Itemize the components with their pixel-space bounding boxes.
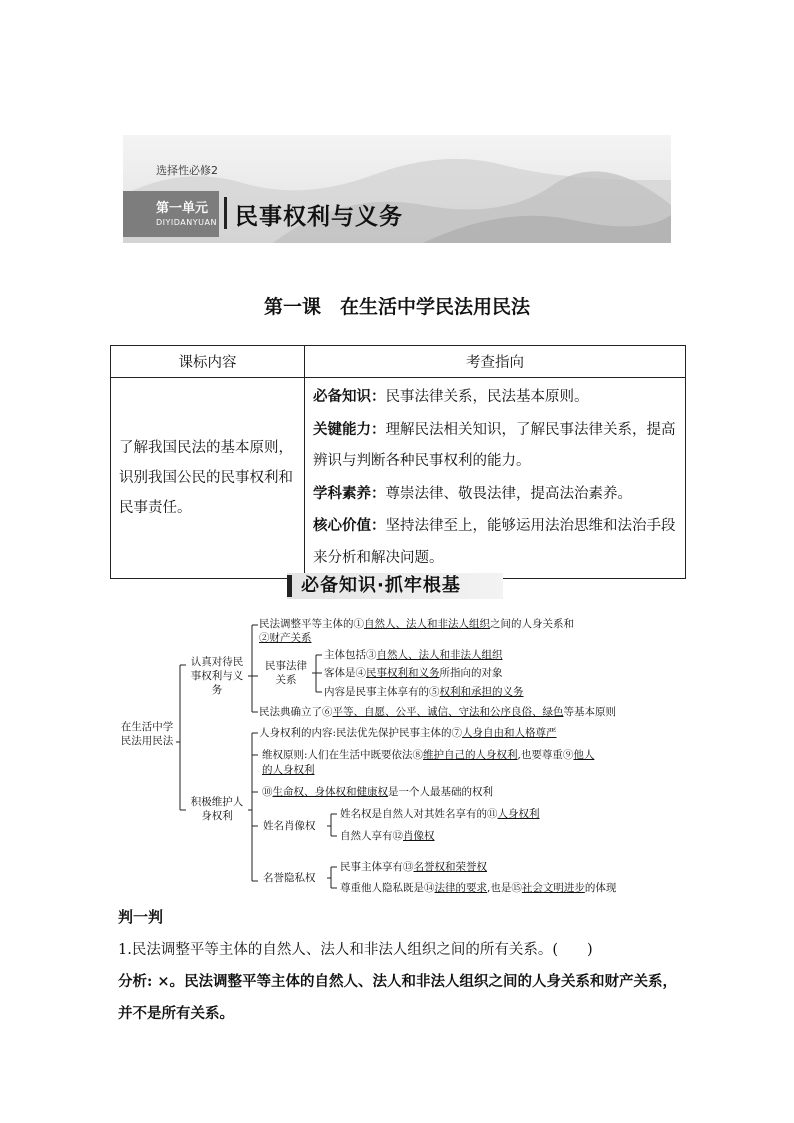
- honor-right: 民事主体享有⑬名誉权和荣誉权: [340, 861, 487, 873]
- rights-protection-principle-2: 的人身权利: [262, 764, 315, 776]
- civil-law-scope-2: ②财产关系: [259, 632, 312, 644]
- branch-personal-rights: 积极维护人身权利: [190, 796, 244, 822]
- relation-object: 客体是④民事权利和义务所指向的对象: [324, 667, 503, 679]
- rights-protection-principle: 维权原则:人们在生活中既要依法⑧维护自己的人身权利,也要尊重⑨他人: [262, 749, 595, 761]
- portrait-right: 自然人享有⑫肖像权: [340, 830, 435, 842]
- life-rights: ⑩生命权、身体权和健康权是一个人最基础的权利: [262, 786, 493, 798]
- civil-law-scope: 民法调整平等主体的①自然人、法人和非法人组织之间的人身关系和: [259, 618, 574, 630]
- direction-item: 核心价值：坚持法律至上，能够运用法治思维和法治手段来分析和解决问题。: [313, 517, 676, 566]
- personal-rights-content: 人身权利的内容:民法优先保护民事主体的⑦人身自由和人格尊严: [259, 727, 557, 739]
- unit-label: 第一单元: [156, 201, 209, 216]
- direction-item: 学科素养：尊崇法律、敬畏法律，提高法治素养。: [313, 484, 632, 502]
- lesson-title: 第一课 在生活中学民法用民法: [263, 296, 530, 318]
- direction-item: 必备知识：民事法律关系，民法基本原则。: [313, 388, 589, 405]
- name-portrait-node: 姓名肖像权: [263, 820, 316, 832]
- direction-item: 关键能力：理解民法相关知识，了解民事法律关系，提高辨识与判断各种民事权利的能力。: [313, 420, 676, 469]
- unit-pinyin: DIYIDANYUAN: [156, 218, 217, 227]
- series-label: 选择性必修2: [156, 164, 218, 177]
- exercise-analysis: 分析: ×。民法调整平等主体的自然人、法人和非法人组织之间的人身关系和财产关系，并不是所有关系。: [118, 973, 678, 1022]
- privacy-right: 尊重他人隐私既是⑭法律的要求,也是⑮社会文明进步的体现: [340, 882, 617, 894]
- table-header-content: 课标内容: [111, 346, 305, 378]
- exercise-heading: 判一判: [118, 908, 164, 926]
- basic-principles: 民法典确立了⑥平等、自愿、公平、诚信、守法和公序良俗、绿色等基本原则: [259, 706, 616, 718]
- table-header-direction: 考查指向: [305, 346, 686, 378]
- name-right: 姓名权是自然人对其姓名享有的⑪人身权利: [340, 808, 540, 820]
- relation-subject: 主体包括③自然人、法人和非法人组织: [324, 649, 503, 661]
- mindmap-root: 在生活中学民法用民法: [120, 721, 174, 747]
- honor-privacy-node: 名誉隐私权: [263, 872, 316, 884]
- legal-relation-node: 民事法律关系: [265, 660, 307, 686]
- branch-rights-duties: 认真对待民事权利与义务: [190, 656, 244, 696]
- curriculum-content: 了解我国民法的基本原则，识别我国公民的民事权利和民事责任。: [111, 378, 305, 579]
- section-heading: 必备知识·抓牢根基: [287, 573, 503, 599]
- unit-title: 民事权利与义务: [235, 204, 403, 230]
- relation-content: 内容是民事主体享有的⑤权利和承担的义务: [324, 686, 524, 698]
- exercise-question: 1.民法调整平等主体的自然人、法人和非法人组织之间的所有关系。( ): [118, 942, 593, 958]
